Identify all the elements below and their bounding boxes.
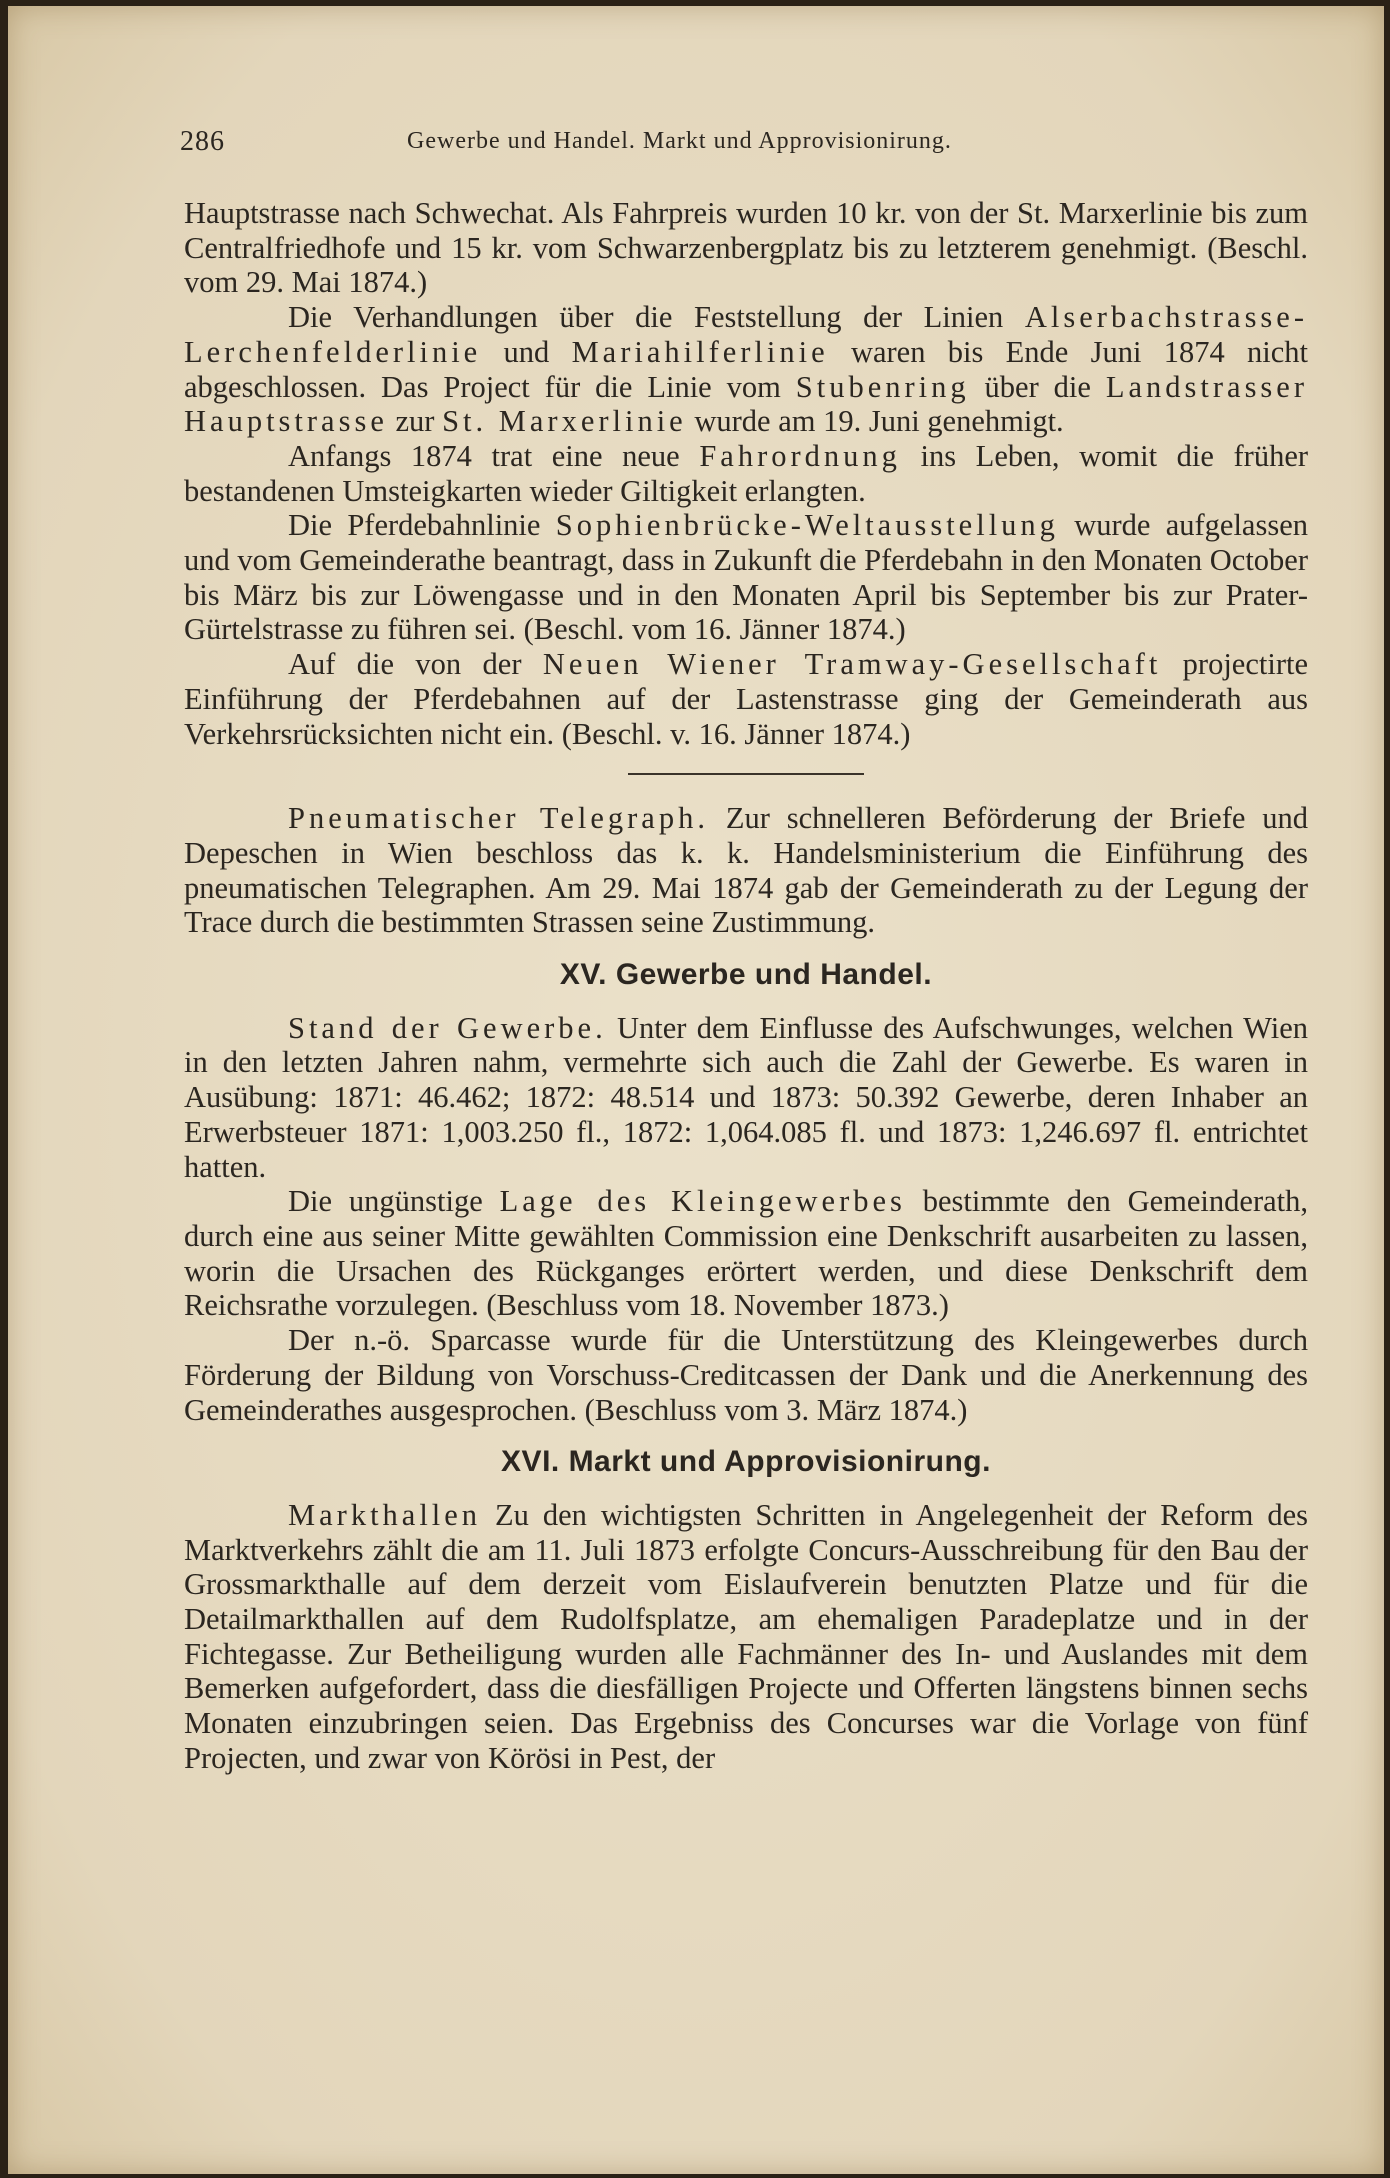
- paragraph: Markthallen Zu den wichtigsten Schritten in Angelegenheit der Reform des Marktverkehrs zählt die am 11. Juli 1873 erfolgte Concurs-Ausschreibung für den Bau der Grossmarkthalle auf dem derzeit vom Eislaufverein benutzten Platze und für die Detailmarkthallen auf dem Rudolfsplatze, am ehemaligen Paradeplatze und in der Fichtegasse. Zur Betheiligung wurden alle Fachmänner des In- und Auslandes mit dem Bemerken aufgefordert, dass die diesfälligen Projecte und Offerten längstens binnen sechs Monaten einzubringen seien. Das Ergebniss des Concurses war die Vorlage von fünf Projecten, und zwar von Körösi in Pest, der: [184, 1497, 1308, 1775]
- section-divider: [628, 773, 864, 775]
- running-title: Gewerbe und Handel. Markt und Approvisionirung.: [407, 128, 952, 154]
- paragraph: Die ungünstige Lage des Kleingewerbes bestimmte den Gemeinderath, durch eine aus seiner Mitte gewählten Commission eine Denkschrift ausarbeiten zu lassen, worin die Ursachen des Rückganges erörtert werden, und diese Denkschrift dem Reichsrathe vorzulegen. (Beschluss vom 18. November 1873.): [184, 1184, 1308, 1323]
- paragraph: Hauptstrasse nach Schwechat. Als Fahrpreis wurden 10 kr. von der St. Marxerlinie bis zum Centralfriedhofe und 15 kr. vom Schwarzenbergplatz bis zu letzterem genehmigt. (Beschl. vom 29. Mai 1874.): [184, 196, 1308, 300]
- section-heading-xvi: XVI. Markt und Approvisionirung.: [501, 1445, 991, 1479]
- book-page: [8, 6, 1384, 2174]
- paragraph: Die Verhandlungen über die Feststellung der Linien Alserbachstrasse-Lerchenfelderlinie und Mariahilferlinie waren bis Ende Juni 1874 nicht abgeschlossen. Das Project für die Linie vom Stubenring über die Landstrasser Hauptstrasse zur St. Marxerlinie wurde am 19. Juni genehmigt.: [184, 300, 1308, 439]
- paragraph: Pneumatischer Telegraph. Zur schnelleren Beförderung der Briefe und Depeschen in Wien beschloss das k. k. Handelsministerium die Einführung des pneumatischen Telegraphen. Am 29. Mai 1874 gab der Gemeinderath zu der Legung der Trace durch die bestimmten Strassen seine Zustimmung.: [184, 801, 1308, 940]
- paragraph: Der n.-ö. Sparcasse wurde für die Unterstützung des Kleingewerbes durch Förderung der Bildung von Vorschuss-Creditcassen der Dank und die Anerkennung des Gemeinderathes ausgesprochen. (Beschluss vom 3. März 1874.): [184, 1323, 1308, 1427]
- paragraph: Die Pferdebahnlinie Sophienbrücke-Weltausstellung wurde aufgelassen und vom Gemeinderathe beantragt, dass in Zukunft die Pferdebahn in den Monaten October bis März bis zur Löwengasse und in den Monaten April bis September bis zur Prater-Gürtelstrasse zu führen sei. (Beschl. vom 16. Jänner 1874.): [184, 508, 1308, 647]
- page-number: 286: [180, 126, 225, 157]
- paragraph: Anfangs 1874 trat eine neue Fahrordnung ins Leben, womit die früher bestandenen Umsteigkarten wieder Giltigkeit erlangten.: [184, 438, 1309, 508]
- page-body: [184, 196, 1308, 1776]
- paragraph: Auf die von der Neuen Wiener Tramway-Gesellschaft projectirte Einführung der Pferdebahnen auf der Lastenstrasse ging der Gemeinderath aus Verkehrsrücksichten nicht ein. (Beschl. v. 16. Jänner 1874.): [184, 647, 1308, 751]
- running-header: [180, 126, 1310, 166]
- section-heading-xv: XV. Gewerbe und Handel.: [559, 958, 933, 992]
- paragraph: Stand der Gewerbe. Unter dem Einflusse des Aufschwunges, welchen Wien in den letzten Jahren nahm, vermehrte sich auch die Zahl der Gewerbe. Es waren in Ausübung: 1871: 46.462; 1872: 48.514 und 1873: 50.392 Gewerbe, deren Inhaber an Erwerbsteuer 1871: 1,003.250 fl., 1872: 1,064.085 fl. und 1873: 1,246.697 fl. entrichtet hatten.: [184, 1010, 1308, 1184]
